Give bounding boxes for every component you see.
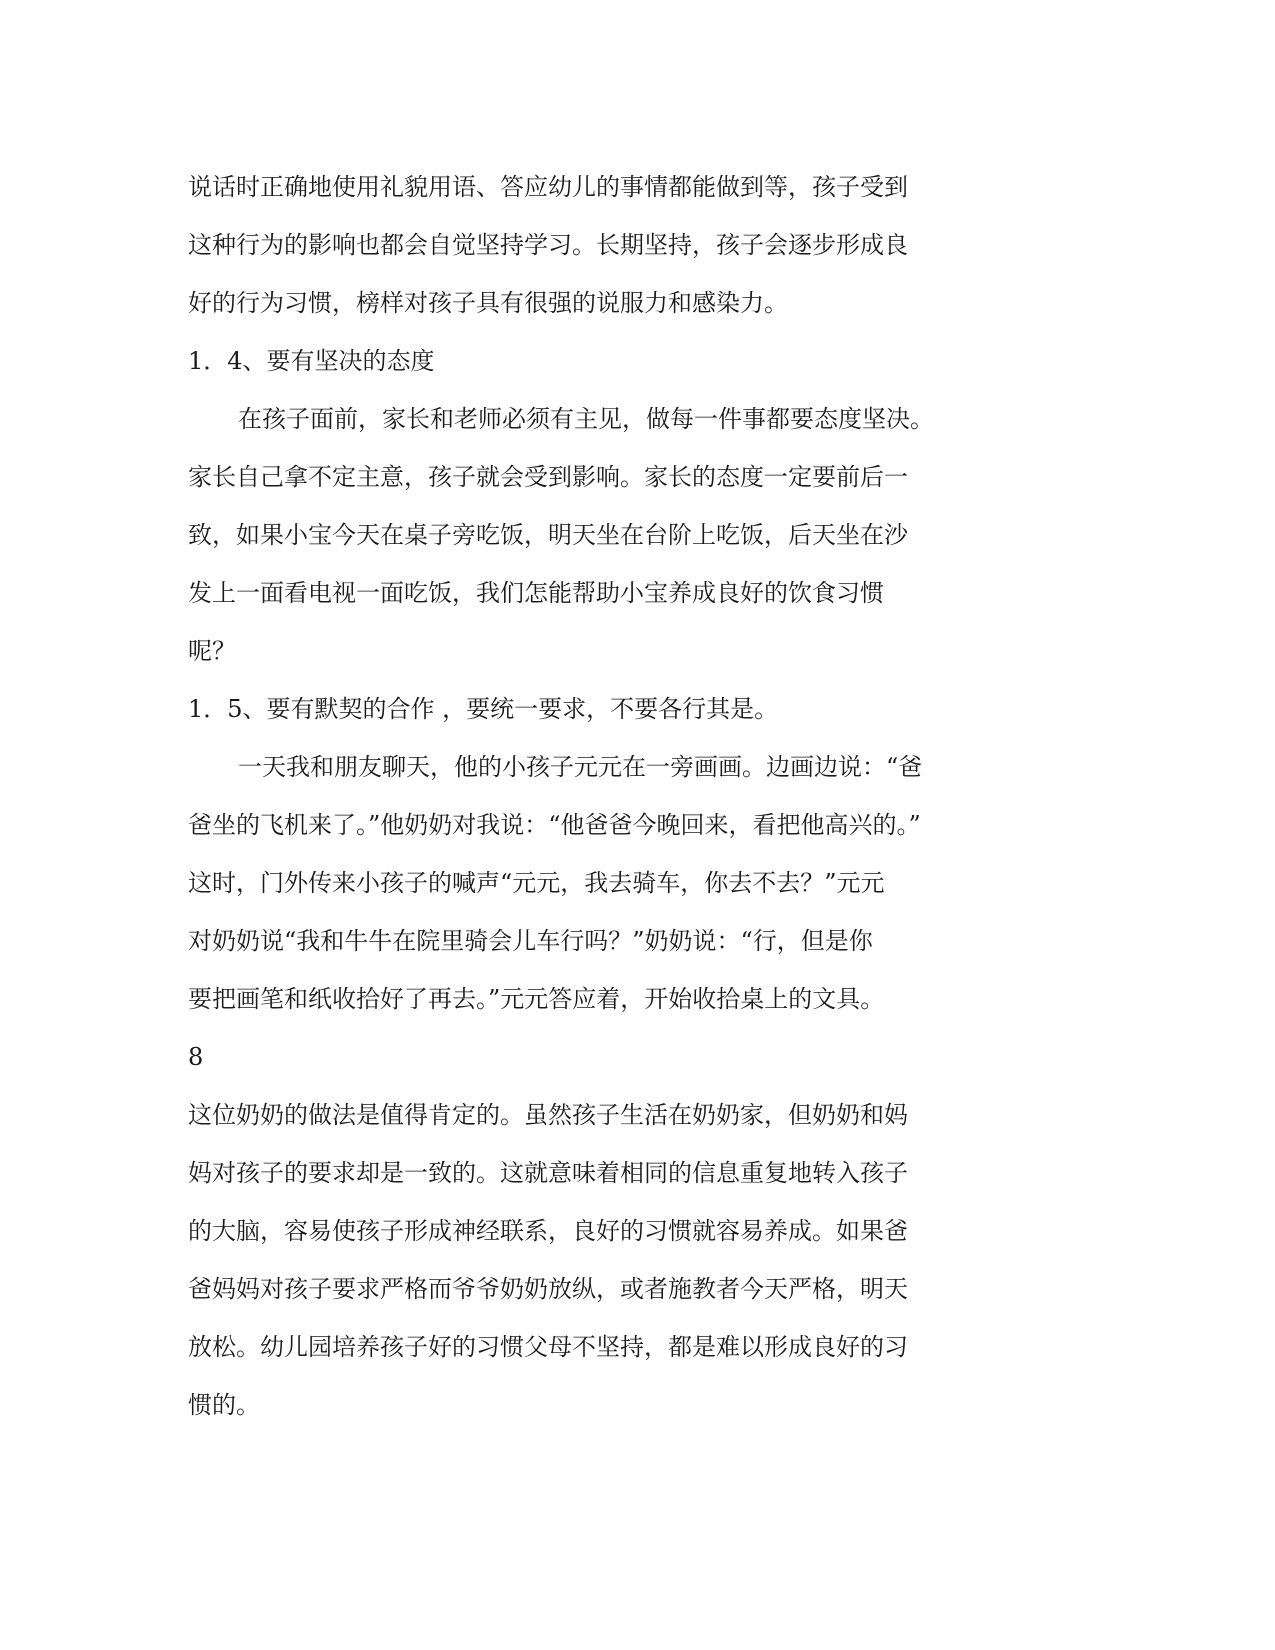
paragraph-line: 一天我和朋友聊天，他的小孩子元元在一旁画画。边画边说：“爸 [238, 753, 923, 781]
paragraph-line: 妈对孩子的要求却是一致的。这就意味着相同的信息重复地转入孩子 [188, 1159, 908, 1187]
paragraph-line: 惯的。 [188, 1391, 260, 1419]
paragraph-line: 呢？ [188, 637, 236, 665]
paragraph-line: 说话时正确地使用礼貌用语、答应幼儿的事情都能做到等，孩子受到 [188, 173, 908, 201]
section-heading: 1．5、要有默契的合作 ，要统一要求，不要各行其是。 [188, 695, 779, 723]
paragraph-line: 好的行为习惯，榜样对孩子具有很强的说服力和感染力。 [188, 289, 788, 317]
paragraph-line: 放松。幼儿园培养孩子好的习惯父母不坚持，都是难以形成良好的习 [188, 1333, 908, 1361]
paragraph-line: 爸妈妈对孩子要求严格而爷爷奶奶放纵，或者施教者今天严格，明天 [188, 1275, 908, 1303]
paragraph-line: 发上一面看电视一面吃饭，我们怎能帮助小宝养成良好的饮食习惯 [188, 579, 884, 607]
paragraph-line: 爸坐的飞机来了。”他奶奶对我说：“他爸爸今晚回来，看把他高兴的。” [188, 811, 921, 839]
paragraph-line: 这时，门外传来小孩子的喊声“元元，我去骑车，你去不去？”元元 [188, 869, 885, 897]
section-heading: 1．4、要有坚决的态度 [188, 347, 435, 375]
paragraph-line: 对奶奶说“我和牛牛在院里骑会儿车行吗？”奶奶说：“行，但是你 [188, 927, 873, 955]
page-number: 8 [188, 1043, 204, 1071]
paragraph-line: 这位奶奶的做法是值得肯定的。虽然孩子生活在奶奶家，但奶奶和妈 [188, 1101, 908, 1129]
paragraph-line: 致，如果小宝今天在桌子旁吃饭，明天坐在台阶上吃饭，后天坐在沙 [188, 521, 908, 549]
paragraph-line: 要把画笔和纸收拾好了再去。”元元答应着，开始收拾桌上的文具。 [188, 985, 885, 1013]
paragraph-line: 这种行为的影响也都会自觉坚持学习。长期坚持，孩子会逐步形成良 [188, 231, 908, 259]
paragraph-line: 家长自己拿不定主意，孩子就会受到影响。家长的态度一定要前后一 [188, 463, 908, 491]
paragraph-line: 的大脑，容易使孩子形成神经联系，良好的习惯就容易养成。如果爸 [188, 1217, 908, 1245]
paragraph-line: 在孩子面前，家长和老师必须有主见，做每一件事都要态度坚决。 [238, 405, 934, 433]
